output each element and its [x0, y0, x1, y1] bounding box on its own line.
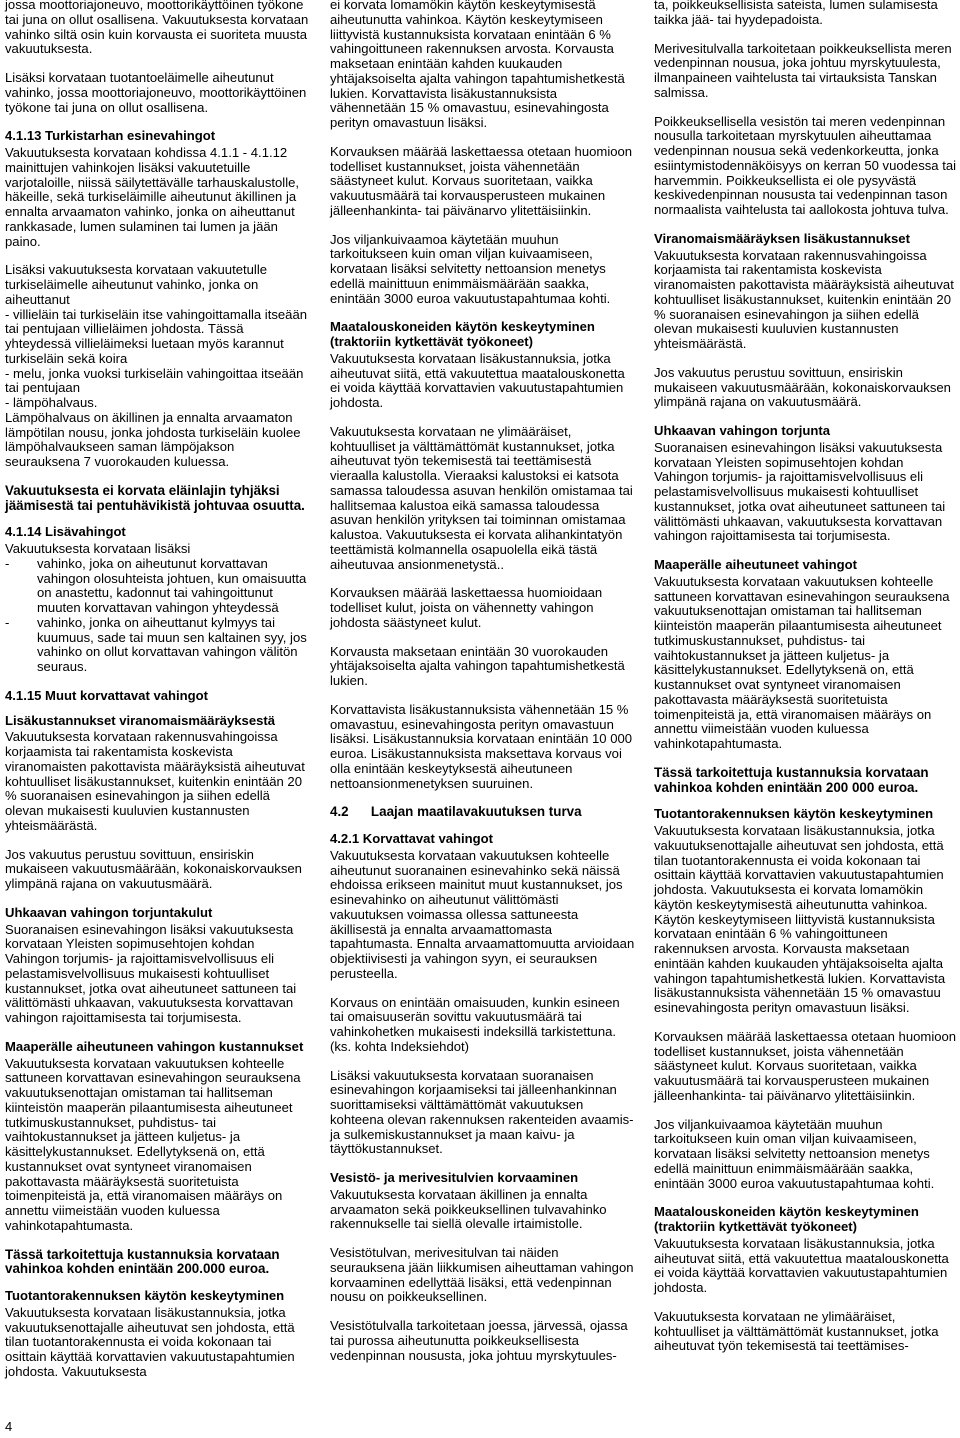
paragraph: Vakuutuksesta korvataan lisäkustannuksia, jotka aiheutuvat siitä, että vakuutettua maatalouskonetta ei voida käyttää korvattavien vakuutustapahtumien johdosta.: [330, 350, 625, 410]
column-right: [654, 0, 959, 1368]
paragraph: Lisäksi korvataan tuotantoeläimelle aiheutunut vahinko, jossa moottoriajoneuvo, moottorikäyttöinen työkone tai juna on ollut osallisena.: [5, 70, 307, 115]
paragraph: - villieläin tai turkiseläin itse vahingoittamalla itseään tai pentujaan villieläimen johdosta. Tässä yhteydessä villieläimeksi luetaan myös karannut turkiseläin sekä koira: [5, 306, 308, 366]
subheading: Maaperälle aiheutuneet vahingot: [654, 557, 857, 572]
paragraph: Korvauksen määrää laskettaessa otetaan huomioon todelliset kustannukset, joista vähennetään säästyneet kulut. Korvaus suoritetaan, vaikka vakuutusmäärä tai korvausperusteen mukainen jälleenhankinta- tai päivänarvo ylitettäisiinkin.: [654, 1028, 957, 1103]
subheading: Maatalouskoneiden käytön keskeytyminen (traktoriin kytkettävät työkoneet): [330, 319, 595, 349]
paragraph: Vakuutuksesta korvataan lisäkustannuksia, jotka vakuutuksenottajalle aiheutuvat sen johdosta, että tilan tuotantorakennusta ei voida kokonaan tai osittain käyttää korvattavien vakuutustapahtumien johdosta. Vakuutuksesta: [5, 1304, 295, 1379]
paragraph: Korvauksen määrää laskettaessa huomioidaan todelliset kulut, joista on vähennetty vahingon johdosta säästyneet kulut.: [330, 585, 603, 630]
paragraph: Jos vakuutus perustuu sovittuun, ensiriskin mukaiseen vakuutusmäärään, kokonaiskorvauksen ylimpänä rajana on vakuutusmäärä.: [5, 846, 302, 891]
paragraph: ei korvata lomamökin käytön keskeytymisestä aiheutunutta vahinkoa. Käytön keskeytymiseen liittyvistä kustannuksista korvataan enintään 6 % vahingoittuneen rakennuksen arvosta. Korvausta maksetaan enintään kahden kuukauden yhtäjaksoiselta ajalta vahingon tapahtumishetkestä lukien. Korvattavista lisäkustannuksista vähennetään 15 % omavastuu, esinevahingosta perityn omavastuun lisäksi.: [330, 0, 625, 130]
subheading: Tuotantorakennuksen käytön keskeytyminen: [654, 806, 934, 822]
column-middle: [330, 0, 635, 1377]
paragraph: ta, poikkeuksellisista sateista, lumen sulamisesta taikka jää- tai hyydepadoista.: [654, 0, 938, 27]
paragraph: Vakuutuksesta korvataan lisäksi: [5, 541, 191, 556]
bold-notice: Tässä tarkoitettuja kustannuksia korvataan vahinkoa kohden enintään 200 000 euroa.: [654, 764, 929, 795]
paragraph: Vakuutuksesta korvataan lisäkustannuksia, jotka vakuutuksenottajalle aiheutuvat sen johdosta, että tilan tuotantorakennusta ei voida kokonaan tai osittain käyttää korvattavien vakuutustapahtumien johdosta. Vakuutuksesta ei korvata lomamökin käytön keskeytymisestä aiheutunutta vahinkoa. Käytön keskeytymiseen liittyvistä kustannuksista korvataan enintään 6 % vahingoittuneen rakennuksen arvosta. Korvausta maksetaan enintään kahden kuukauden yhtäjaksoiselta ajalta vahingon tapahtumishetkestä lukien. Korvattavista lisäkustannuksista vähennetään 15 % omavastuu esinevahingosta perityn omavastuun lisäksi.: [654, 823, 946, 1015]
paragraph: Poikkeuksellisella vesistön tai meren vedenpinnan nousulla tarkoitetaan myrskytuulen aiheuttamaa vedenpinnan nousua sekä vedenkorkeutta, jonka esiintymistodennäköisyys on kerran 50 vuodessa tai harvemmin. Poikkeuksellista ei ole pysyvästä keskivedenpinnan noususta tai vedenpinnan tason normaalista vaihtelusta tai aallokosta johtuva tulva.: [654, 113, 957, 217]
paragraph: Vakuutuksesta korvataan kohdissa 4.1.1 - 4.1.12 mainittujen vahinkojen lisäksi vakuutetuille varjotaloille, niissä säilytettävälle tarhauskalustolle, häkeille, sekä turkiseläimille aiheutunut äkillinen ja ennalta arvaamaton vahinko, jonka on aiheuttanut rankkasade, lumen sulaminen tai lumen ja jään paino.: [5, 145, 300, 249]
paragraph: Lisäksi vakuutuksesta korvataan vakuutetulle turkiseläimelle aiheutunut vahinko, jonka on aiheuttanut: [5, 262, 268, 307]
bold-notice: Vakuutuksesta ei korvata eläinlajin tyhjäksi jäämisestä tai pentuhävikistä johtuvaa osuutta.: [5, 482, 305, 513]
subheading: Maatalouskoneiden käytön keskeytyminen (traktoriin kytkettävät työkoneet): [654, 1204, 919, 1234]
paragraph: Lisäksi vakuutuksesta korvataan suoranaisen esinevahingon korjaamiseksi tai jälleenhankinnan suorittamiseksi välttämättömät vakuutuksen kohteena olevan rakennuksen rakenteiden avaamis- ja sulkemiskustannukset ja maan kaivu- ja täyttökustannukset.: [330, 1067, 634, 1157]
paragraph: Jos viljankuivaamoa käytetään muuhun tarkoitukseen kuin oman viljan kuivaamiseen, korvataan lisäksi selvitetty nettoansion menetys edellä mainittuun enimmäismäärään saakka, enintään 3000 euroa vakuutustapahtumaa kohti.: [654, 1116, 935, 1191]
paragraph: Korvauksen määrää laskettaessa otetaan huomioon todelliset kustannukset, joista vähennetään säästyneet kulut. Korvaus suoritetaan, vaikka vakuutusmäärä tai korvausperusteen mukainen jälleenhankinta- tai päivänarvo ylitettäisiinkin.: [330, 143, 633, 218]
subheading: Maaperälle aiheutuneen vahingon kustannukset: [5, 1038, 304, 1054]
paragraph: Korvattavista lisäkustannuksista vähennetään 15 % omavastuu, esinevahingosta perityn omavastuun lisäksi. Lisäkustannuksia korvataan enintään 10 000 euroa. Lisäkustannuksista maksettava korvaus voi olla enintään keskeytyksestä aiheutuneen nettoansionmenetyksen suuruinen.: [330, 701, 633, 791]
list-item: - vahinko, jonka on aiheuttanut kylmyys tai kuumuus, sade tai muun sen kaltainen syy, jos vahinko on ollut korvattavan vahingon välitön seuraus.: [5, 616, 310, 675]
paragraph: Vakuutuksesta korvataan vakuutuksen kohteelle aiheutunut suoranainen esinevahinko sekä näissä ehdoissa erikseen mainitut muut kustannukset, jos esinevahinko on aiheutunut välittömästi vakuutuksen voimassa ollessa sattuneesta äkillisestä ja ennalta arvaamattomasta tapahtumasta. Ennalta arvaamattomuutta arvioidaan objektiivisesti ja vahingon syyn, ei seurauksen perusteella.: [330, 847, 635, 981]
subheading: Uhkaavan vahingon torjunta: [654, 423, 831, 438]
paragraph: - lämpöhalvaus.: [5, 395, 98, 410]
dash-list: [5, 557, 310, 675]
paragraph: Vakuutuksesta korvataan äkillinen ja ennalta arvaamaton sekä poikkeuksellinen tulvavahinko rakennukselle tai siellä olevalle irtaimistolle.: [330, 1186, 607, 1232]
paragraph: Merivesitulvalla tarkoitetaan poikkeuksellista meren vedenpinnan nousua, joka johtuu myrskytuulesta, ilmanpaineen vaihtelusta tai virtauksista Tanskan salmissa.: [654, 40, 952, 100]
page-number: 4: [5, 1419, 13, 1434]
paragraph: Lämpöhalvaus on äkillinen ja ennalta arvaamaton lämpötilan nousu, jonka johdosta turkiseläin kuolee lämpöhalvaukseen saman lämpöjakson seurauksena 7 vuorokauden kuluessa.: [5, 409, 301, 469]
paragraph: - melu, jonka vuoksi turkiseläin vahingoittaa itseään tai pentujaan: [5, 365, 304, 396]
list-item: - vahinko, joka on aiheutunut korvattavan vahingon olosuhteista johtuen, kun omaisuutta on anastettu, kadonnut tai vahingoittunut muuten korvattavan vahingon yhteydessä: [5, 557, 310, 616]
section-heading-4-1-13: 4.1.13 Turkistarhan esinevahingot: [5, 128, 216, 144]
paragraph: Vakuutuksesta korvataan vakuutuksen kohteelle sattuneen korvattavan esinevahingon seurauksena vakuutuksenottajan omistaman tai hallitseman kiinteistön maaperän pilaantumisesta aiheutuneet tutkimuskustannukset, puhdistus- tai vaihtokustannukset ja jätteen kuljetus- ja käsittelykustannukset. Edellytyksenä on, että kustannukset ovat syntyneet viranomaisen pakottavasta määräyksestä suoritetuista toimenpiteistä ja, että viranomaisen määräys on annettu viimeistään vuoden kuluessa vahinkotapahtumasta.: [654, 573, 950, 751]
subheading: Vesistö- ja merivesitulvien korvaaminen: [330, 1170, 579, 1185]
subheading: Tuotantorakennuksen käytön keskeytyminen: [5, 1288, 285, 1303]
section-heading-4-2: 4.2 Laajan maatilavakuutuksen turva: [330, 804, 582, 820]
subheading: Lisäkustannukset viranomaismääräyksestä: [5, 712, 276, 728]
section-heading-4-2-1: 4.2.1 Korvattavat vahingot: [330, 831, 493, 846]
paragraph: Suoranaisen esinevahingon lisäksi vakuutuksesta korvataan Yleisten sopimusehtojen kohdan Vahingon torjumis- ja rajoittamisvelvollisuus eli pelastamisvelvollisuus mukaisesti kohtuulliset kustannukset, jotka ovat aiheutuneet sattuneen tai välittömästi uhkaavan, vakuutuksesta korvattavan vahingon rajoittamisesta tai torjumisesta.: [654, 439, 946, 544]
paragraph: Vakuutuksesta korvataan vakuutuksen kohteelle sattuneen korvattavan esinevahingon seurauksena vakuutuksenottajan omistaman tai hallitseman kiinteistön maaperän pilaantumisesta aiheutuneet tutkimuskustannukset, puhdistus- tai vaihtokustannukset ja jätteen kuljetus- ja käsittelykustannukset. Edellytyksenä on, että kustannukset ovat syntyneet viranomaisen pakottavasta määräyksestä suoritetuista toimenpiteistä ja, että viranomaisen määräys on annettu viimeistään vuoden kuluessa vahinkotapahtumasta.: [5, 1055, 301, 1233]
paragraph: Korvausta maksetaan enintään 30 vuorokauden yhtäjaksoiselta ajalta vahingon tapahtumishetkestä lukien.: [330, 643, 625, 688]
section-heading-4-1-15: 4.1.15 Muut korvattavat vahingot: [5, 687, 209, 703]
paragraph: Vakuutuksesta korvataan rakennusvahingoissa korjaamista tai rakentamista koskevista viranomaisten pakottavista määräyksistä aiheutuvat kohtuulliset lisäkustannukset, kuitenkin enintään 20 % suoranaisen esinevahingon ja siihen edellä olevan mukaisesti kuuluvien kustannusten yhteismäärästä.: [654, 247, 954, 351]
paragraph: Vakuutuksesta korvataan rakennusvahingoissa korjaamista tai rakentamista koskevista viranomaisten pakottavista määräyksistä aiheutuvat kohtuulliset lisäkustannukset, kuitenkin enintään 20 % suoranaisen esinevahingon ja siihen edellä olevan mukaisesti kuuluvien kustannusten yhteismäärästä.: [5, 729, 305, 833]
paragraph: Jos vakuutus perustuu sovittuun, ensiriskin mukaiseen vakuutusmäärään, kokonaiskorvauksen ylimpänä rajana on vakuutusmäärä.: [654, 364, 951, 410]
paragraph: Suoranaisen esinevahingon lisäksi vakuutuksesta korvataan Yleisten sopimusehtojen kohdan Vahingon torjumis- ja rajoittamisvelvollisuus eli pelastamisvelvollisuus mukaisesti kohtuulliset kustannukset, jotka ovat aiheutuneet sattuneen tai välittömästi uhkaavan, vakuutuksesta korvattavan vahingon rajoittamisesta tai torjumisesta.: [5, 921, 297, 1025]
paragraph: Vakuutuksesta korvataan lisäkustannuksia, jotka aiheutuvat siitä, että vakuutettua maatalouskonetta ei voida käyttää korvattavien vakuutustapahtumien johdosta.: [654, 1235, 949, 1295]
subheading: Uhkaavan vahingon torjuntakulut: [5, 904, 213, 920]
paragraph: Korvaus on enintään omaisuuden, kunkin esineen tai omaisuuserän sovittu vakuutusmäärä tai vahinkohetken mukaisesti indeksillä tarkistettuna. (ks. kohta Indeksiehdot): [330, 994, 620, 1054]
column-left: [5, 0, 310, 1394]
paragraph: Vakuutuksesta korvataan ne ylimääräiset, kohtuulliset ja välttämättömät kustannukset, jotka aiheutuvat työn tekemisestä tai teettämisestä vieraalla kalustolla. Vieraaksi kalustoksi ei katsota samassa taloudessa asuvan henkilön omistamaa tai hallitsemaa kalustoa eikä samassa taloudessa asuvan henkilön yrityksen tai toiminnan omistamaa kalustoa. Vakuutuksesta ei korvata alihankintatyön teettämistä kolmannella osapuolella eikä tästä aiheutuvaa ansionmenetystä..: [330, 423, 633, 572]
paragraph: Vakuutuksesta korvataan ne ylimääräiset, kohtuulliset ja välttämättömät kustannukset, jotka aiheutuvat työn tekemisestä tai teettämises-: [654, 1308, 939, 1354]
paragraph: Vesistötulvan, merivesitulvan tai näiden seurauksena jään liikkumisen aiheuttaman vahingon korvaaminen edellyttää lisäksi, että vedenpinnan nousu on poikkeuksellinen.: [330, 1245, 634, 1305]
paragraph: Jos viljankuivaamoa käytetään muuhun tarkoitukseen kuin oman viljan kuivaamiseen, korvataan lisäksi selvitetty nettoansion menetys edellä mainittuun enimmäismäärään saakka, enintään 3000 euroa vakuutustapahtumaa kohti.: [330, 231, 611, 306]
paragraph: Vesistötulvalla tarkoitetaan joessa, järvessä, ojassa tai purossa aiheutunutta poikkeuksellisesta vedenpinnan noususta, joka johtuu myrskytuules-: [330, 1318, 628, 1363]
subheading: Viranomaismääräyksen lisäkustannukset: [654, 230, 910, 246]
paragraph: jossa moottoriajoneuvo, moottorikäyttöinen työkone tai juna on ollut osallisena. Vakuutuksesta korvataan vahinko siltä osin kuin korvausta ei suoriteta muusta vakuutuksesta.: [5, 0, 309, 57]
section-heading-4-1-14: 4.1.14 Lisävahingot: [5, 524, 126, 540]
bold-notice: Tässä tarkoitettuja kustannuksia korvataan vahinkoa kohden enintään 200.000 euroa.: [5, 1246, 280, 1277]
